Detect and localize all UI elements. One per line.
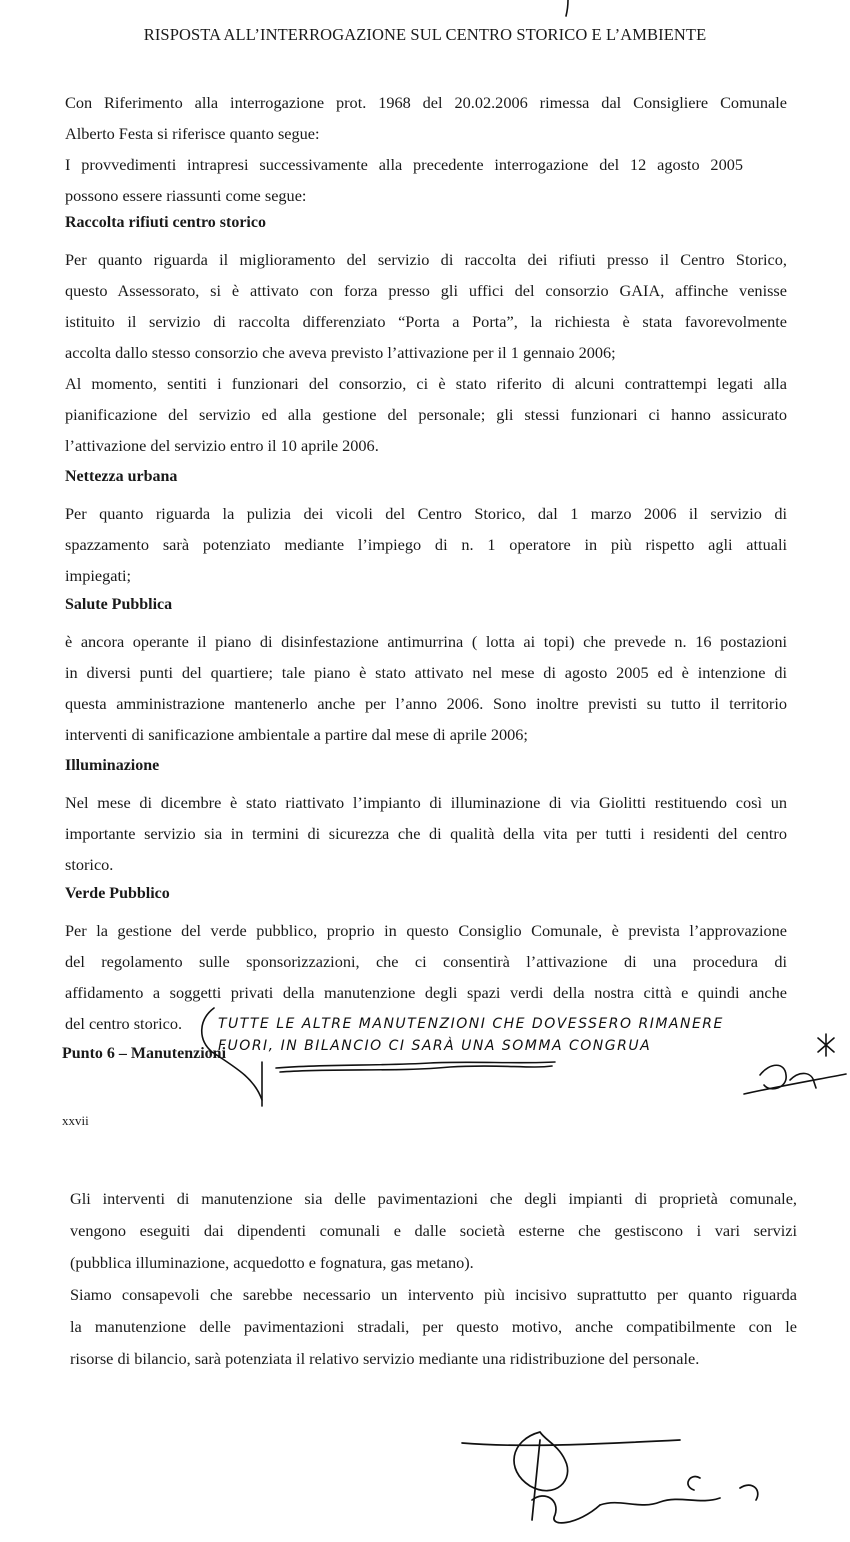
text-line: pianificazione del servizio ed alla gestione del personale; gli stessi funzionari ci hanno assicurato [65, 405, 787, 424]
text-line: Per quanto riguarda la pulizia dei vicoli del Centro Storico, dal 1 marzo 2006 il servizio di [65, 504, 787, 523]
text-line: storico. [65, 855, 114, 874]
text-line: vengono eseguiti dai dipendenti comunali e dalle società esterne che gestiscono i vari servizi [70, 1221, 797, 1240]
text-line: Per quanto riguarda il miglioramento del servizio di raccolta dei rifiuti presso il Centro Storico, [65, 250, 787, 269]
section-heading-raccolta-rifiuti: Raccolta rifiuti centro storico [65, 214, 266, 231]
page-number: xxvii [62, 1113, 89, 1128]
text-line: affidamento a soggetti privati della manutenzione degli spazi verdi della nostra città e quindi anche [65, 983, 787, 1002]
text-line: istituito il servizio di raccolta differenziato “Porta a Porta”, la richiesta è stata favorevolmente [65, 312, 787, 331]
text-line: Siamo consapevoli che sarebbe necessario un intervento più incisivo suprattutto per quanto riguarda [70, 1285, 797, 1304]
pen-mark [566, 0, 568, 16]
handwritten-note-line: FUORI, IN BILANCIO CI SARÀ UNA SOMMA CONGRUA [218, 1038, 652, 1054]
handwritten-note-line: TUTTE LE ALTRE MANUTENZIONI CHE DOVESSERO RIMANERE [218, 1016, 724, 1032]
text-line: Al momento, sentiti i funzionari del consorzio, ci è stato riferito di alcuni contrattempi legati alla [65, 374, 787, 393]
section-heading-verde-pubblico: Verde Pubblico [65, 885, 170, 902]
text-line: interventi di sanificazione ambientale a partire dal mese di aprile 2006; [65, 725, 528, 744]
text-line: è ancora operante il piano di disinfestazione antimurrina ( lotta ai topi) che prevede n. 16 postazioni [65, 632, 787, 651]
section-heading-nettezza-urbana: Nettezza urbana [65, 468, 178, 485]
text-line: l’attivazione del servizio entro il 10 aprile 2006. [65, 436, 379, 455]
text-line: del centro storico. [65, 1014, 183, 1033]
text-line: Per la gestione del verde pubblico, proprio in questo Consiglio Comunale, è prevista l’approvazione [65, 921, 787, 940]
document-title: RISPOSTA ALL’INTERROGAZIONE SUL CENTRO STORICO E L’AMBIENTE [143, 25, 707, 44]
text-line: questa amministrazione mantenerlo anche per l’anno 2006. Sono inoltre previsti su tutto il territorio [65, 694, 787, 713]
text-line: possono essere riassunti come segue: [65, 186, 307, 205]
text-line: impiegati; [65, 566, 132, 585]
text-line: risorse di bilancio, sarà potenziata il relativo servizio mediante una ridistribuzione del personale. [70, 1349, 700, 1368]
signature [462, 1432, 758, 1523]
text-line: Gli interventi di manutenzione sia delle pavimentazioni che degli impianti di proprietà comunale, [70, 1189, 797, 1208]
text-line: in diversi punti del quartiere; tale piano è stato attivato nel mese di agosto 2005 ed è intenzione di [65, 663, 787, 682]
text-line: importante servizio sia in termini di sicurezza che di qualità della vita per tutti i residenti del centro [65, 824, 787, 843]
text-line: I provvedimenti intrapresi successivamente alla precedente interrogazione del 12 agosto 2005 [65, 155, 743, 174]
strikethrough-scribble [280, 1066, 552, 1072]
text-line: spazzamento sarà potenziato mediante l’impiego di n. 1 operatore in più rispetto agli attuali [65, 535, 787, 554]
text-line: la manutenzione delle pavimentazioni stradali, per questo motivo, anche compatibilmente con le [70, 1317, 797, 1336]
section-heading-salute-pubblica: Salute Pubblica [65, 596, 173, 613]
text-line: accolta dallo stesso consorzio che aveva previsto l’attivazione per il 1 gennaio 2006; [65, 343, 616, 362]
text-line: del regolamento sulle sponsorizzazioni, che ci consentirà l’attivazione di una procedura di [65, 952, 787, 971]
text-line: Con Riferimento alla interrogazione prot. 1968 del 20.02.2006 rimessa dal Consigliere Comunale [65, 93, 787, 112]
section-heading-illuminazione: Illuminazione [65, 757, 160, 774]
text-line: Alberto Festa si riferisce quanto segue: [65, 124, 320, 143]
star-mark [818, 1034, 834, 1056]
initials-underline [744, 1074, 846, 1094]
text-line: Nel mese di dicembre è stato riattivato l’impianto di illuminazione di via Giolitti restituendo così un [65, 793, 787, 812]
punto-6-heading: Punto 6 – Manutenzioni [62, 1045, 227, 1062]
page-two-paragraph [70, 1183, 797, 1375]
text-line: (pubblica illuminazione, acquedotto e fognatura, gas metano). [70, 1253, 474, 1272]
text-line: questo Assessorato, si è attivato con forza presso gli uffici del consorzio GAIA, affinche venisse [65, 281, 787, 300]
